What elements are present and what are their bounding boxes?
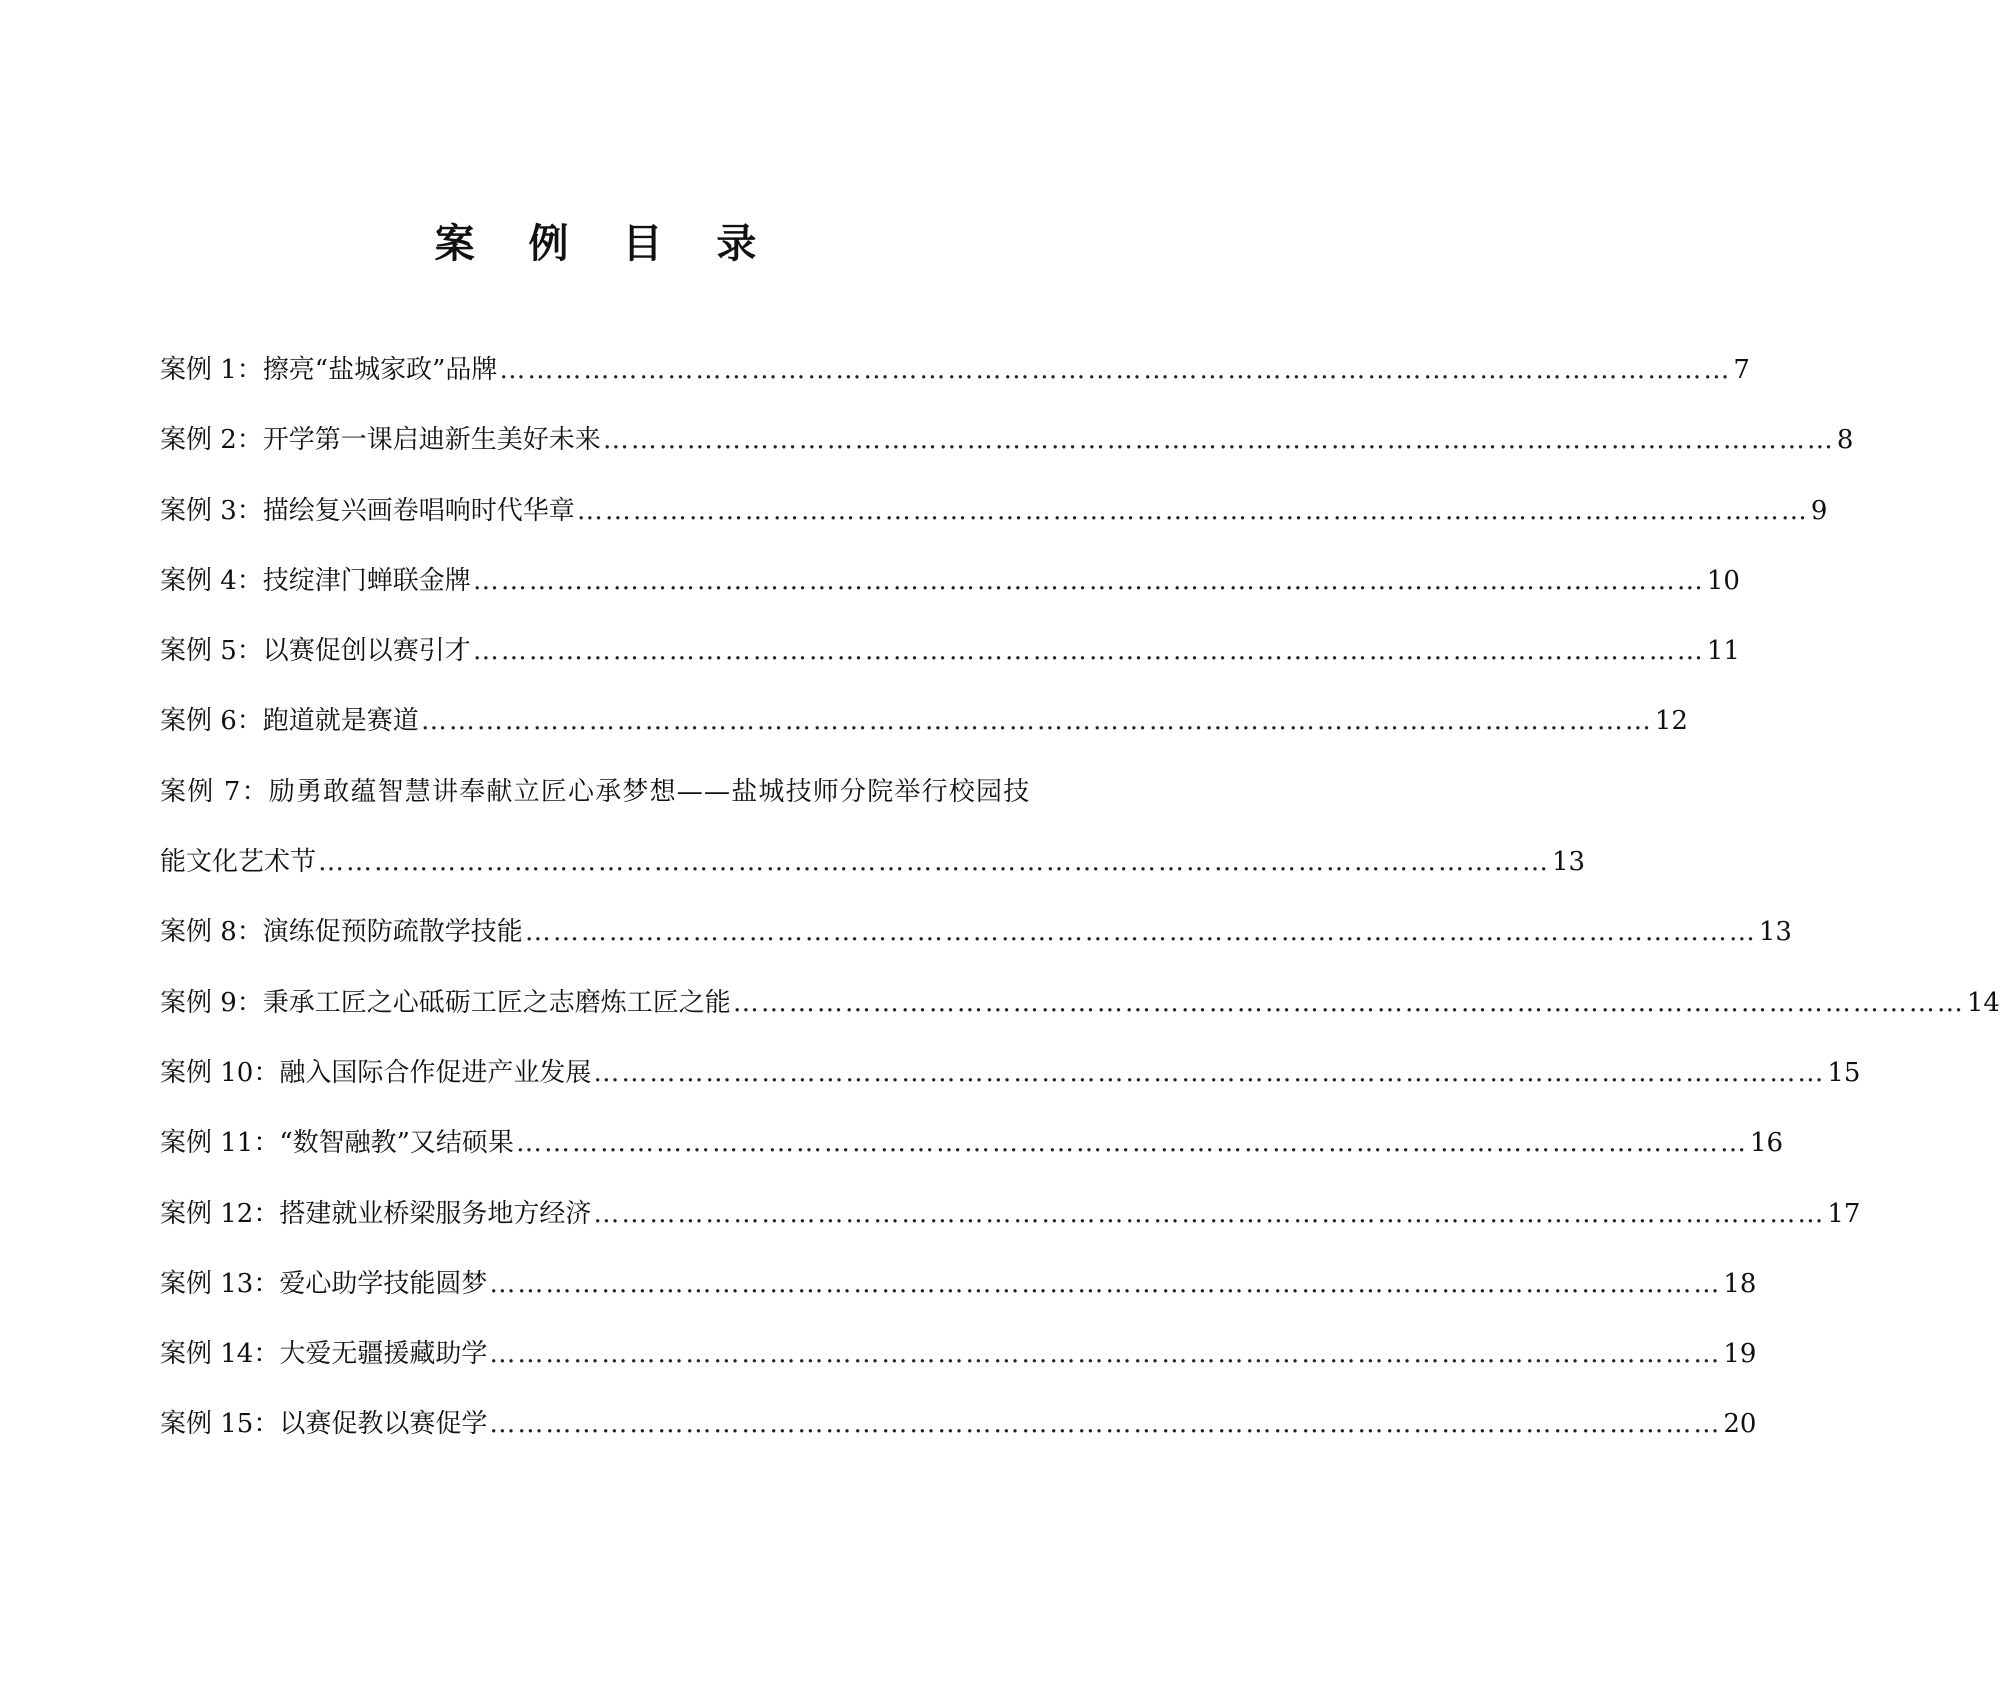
- toc-entry-label: 案例 9：秉承工匠之心砥砺工匠之志磨炼工匠之能: [160, 987, 731, 1018]
- dot-leader: ……………………………………………………………………………………………………………………: [499, 355, 1732, 385]
- toc-entry-4[interactable]: [160, 561, 1740, 631]
- dot-leader: ……………………………………………………………………………………………………………………: [472, 565, 1705, 596]
- toc-entry-label: 案例 10：融入国际合作促进产业发展: [160, 1057, 592, 1088]
- toc-entry-2[interactable]: [160, 420, 1854, 490]
- toc-entry-label: 案例 6：跑道就是赛道: [160, 706, 419, 737]
- dot-leader: ……………………………………………………………………………………………………………………: [602, 425, 1835, 456]
- toc-page-number: 9: [1810, 495, 1828, 526]
- toc-entry-6[interactable]: [160, 701, 1688, 771]
- dot-leader: ……………………………………………………………………………………………………………………: [489, 1268, 1722, 1299]
- toc-entry-label: 案例 4：技绽津门蝉联金牌: [160, 565, 471, 596]
- dot-leader: ……………………………………………………………………………………………………………………: [318, 847, 1551, 878]
- dot-leader: ……………………………………………………………………………………………………………………: [420, 706, 1653, 737]
- toc-entry-7-continued[interactable]: [160, 842, 1586, 912]
- dot-leader: ……………………………………………………………………………………………………………………: [576, 495, 1809, 526]
- toc-page-number: 13: [1552, 847, 1586, 878]
- dot-leader: ……………………………………………………………………………………………………………………: [593, 1198, 1826, 1229]
- toc-page-number: 8: [1836, 425, 1854, 456]
- dot-leader: ……………………………………………………………………………………………………………………: [593, 1057, 1826, 1088]
- toc-page-number: 20: [1723, 1409, 1757, 1440]
- toc-page-number: 15: [1827, 1057, 1861, 1088]
- toc-entry-label: 案例 8：演练促预防疏散学技能: [160, 917, 523, 948]
- dot-leader: ……………………………………………………………………………………………………………………: [515, 1128, 1748, 1159]
- toc-page-number: 16: [1749, 1128, 1784, 1159]
- toc-entry-label: 案例 5：以赛促创以赛引才: [160, 636, 471, 667]
- dot-leader: ……………………………………………………………………………………………………………………: [472, 636, 1705, 667]
- toc-page-number: 11: [1706, 636, 1740, 667]
- toc-entry-label: 案例 7：励勇敢蕴智慧讲奉献立匠心承梦想——盐城技师分院举行校园技: [160, 776, 1031, 807]
- toc-page-number: 10: [1706, 565, 1740, 596]
- toc-entry-label: 案例 11：“数智融教”又结硕果: [160, 1128, 514, 1159]
- toc-page-number: 17: [1827, 1198, 1861, 1229]
- toc-entry-1[interactable]: [160, 350, 1750, 420]
- toc-entry-label: 案例 13：爱心助学技能圆梦: [160, 1268, 488, 1299]
- dot-leader: ……………………………………………………………………………………………………………………: [489, 1409, 1722, 1440]
- toc-page-number: 14: [1966, 987, 2000, 1018]
- toc-entry-label: 案例 14：大爱无疆援藏助学: [160, 1339, 488, 1370]
- toc-page-number: 13: [1758, 917, 1792, 948]
- toc-page-number: 19: [1723, 1339, 1757, 1370]
- toc-entry-11[interactable]: [160, 1123, 1784, 1193]
- toc-entry-9[interactable]: [160, 983, 2000, 1053]
- toc-page-number: 7: [1733, 355, 1750, 385]
- toc-entry-13[interactable]: [160, 1264, 1757, 1334]
- toc-entry-15[interactable]: [160, 1404, 1757, 1474]
- toc-entry-5[interactable]: [160, 631, 1740, 701]
- toc-page-number: 12: [1654, 706, 1688, 737]
- toc-entry-label: 案例 2：开学第一课启迪新生美好未来: [160, 425, 601, 456]
- toc-entry-8[interactable]: [160, 912, 1792, 982]
- toc-entry-12[interactable]: [160, 1194, 1861, 1264]
- dot-leader: ……………………………………………………………………………………………………………………: [489, 1339, 1722, 1370]
- toc-entry-label: 案例 1：擦亮“盐城家政”品牌: [160, 355, 498, 385]
- page-title: 案 例 目 录: [434, 221, 777, 267]
- toc-page-number: 18: [1723, 1268, 1757, 1299]
- toc-entry-7[interactable]: [160, 772, 1050, 842]
- toc-entry-label: 案例 12：搭建就业桥梁服务地方经济: [160, 1198, 592, 1229]
- table-of-contents: [160, 350, 2000, 1475]
- dot-leader: ……………………………………………………………………………………………………………………: [524, 917, 1757, 948]
- toc-entry-label: 案例 3：描绘复兴画卷唱响时代华章: [160, 495, 575, 526]
- toc-entry-label: 案例 15：以赛促教以赛促学: [160, 1409, 488, 1440]
- toc-entry-3[interactable]: [160, 491, 1828, 561]
- toc-entry-label-continued: 能文化艺术节: [160, 847, 317, 878]
- toc-entry-14[interactable]: [160, 1334, 1757, 1404]
- dot-leader: ……………………………………………………………………………………………………………………: [732, 987, 1965, 1018]
- toc-entry-10[interactable]: [160, 1053, 1861, 1123]
